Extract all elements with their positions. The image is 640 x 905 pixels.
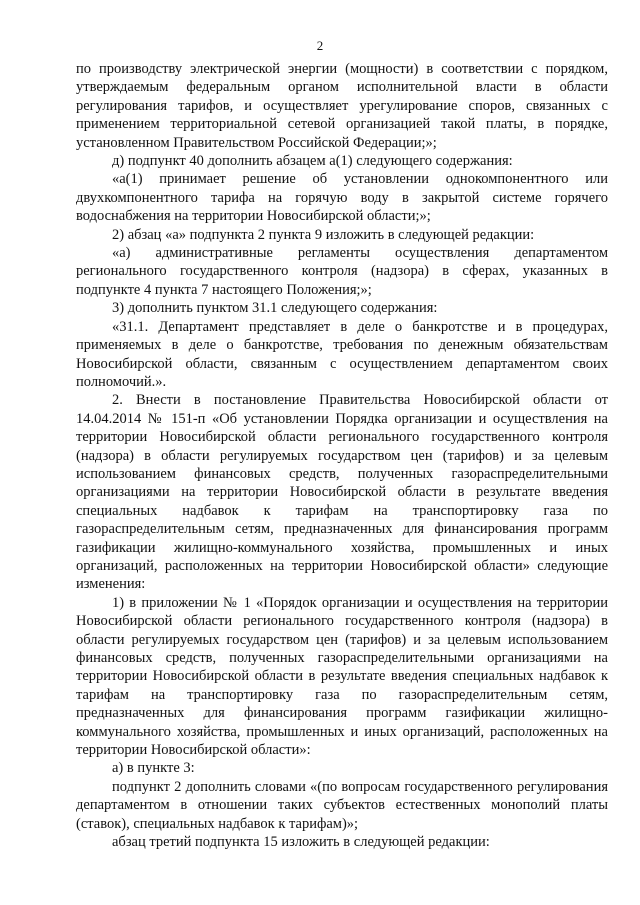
- paragraph: «а(1) принимает решение об установлении однокомпонентного или двухкомпонентного тарифа на горячую воду в закрытой системе горячего водоснабжения на территории Новосибирской области;»;: [76, 171, 608, 225]
- paragraph: абзац третий подпункта 15 изложить в следующей редакции:: [112, 834, 490, 851]
- paragraph: д) подпункт 40 дополнить абзацем а(1) следующего содержания:: [112, 153, 513, 170]
- paragraph: 2. Внести в постановление Правительства Новосибирской области от 14.04.2014 № 151-п «Об установлении Порядка организации и осуществления на территории Новосибирской области регионального государственного контроля (надзора) в области регулируемых государством цен (тарифов) и за целевым использованием финансовых средств, полученных газораспределительными организациями на территории Новосибирской области в результате введения специальных надбавок к тарифам на транспортировку газа по газораспределительным сетям, предназначенных для финансирования программ газификации жилищно-коммунального хозяйства, промышленных и иных организаций, расположенных на территории Новосибирской области» следующие изменения:: [76, 392, 608, 593]
- document-body: [76, 60, 608, 851]
- paragraph: а) в пункте 3:: [112, 760, 195, 777]
- paragraph: 1) в приложении № 1 «Порядок организации и осуществления на территории Новосибирской области регионального государственного контроля (надзора) в области регулируемых государством цен (тарифов) и за целевым использованием финансовых средств, полученных газораспределительными организациями на территории Новосибирской области в результате введения специальных надбавок к тарифам на транспортировку газа по газораспределительным сетям, предназначенных для финансирования программ газификации жилищно-коммунального хозяйства, промышленных и иных организаций, расположенных на территории Новосибирской области»:: [76, 594, 608, 759]
- paragraph: 2) абзац «а» подпункта 2 пункта 9 изложить в следующей редакции:: [112, 226, 535, 243]
- paragraph: «31.1. Департамент представляет в деле о банкротстве и в процедурах, применяемых в деле о банкротстве, требования по денежным обязательствам Новосибирской области, связанным с осуществлением департаментом своих полномочий.».: [76, 318, 608, 390]
- paragraph: подпункт 2 дополнить словами «(по вопросам государственного регулирования департаментом в отношении таких субъектов естественных монополий платы (ставок), специальных надбавок к тарифам)»;: [76, 778, 608, 832]
- paragraph: по производству электрической энергии (мощности) в соответствии с порядком, утверждаемым федеральным органом исполнительной власти в области регулирования тарифов, и осуществляет урегулирование споров, связанных с применением территориальной сетевой организацией такой платы, в порядке, установленном Правительством Российской Федерации;»;: [76, 61, 608, 151]
- page-number: 2: [316, 38, 324, 53]
- paragraph: 3) дополнить пунктом 31.1 следующего содержания:: [112, 300, 438, 317]
- paragraph: «а) административные регламенты осуществления департаментом регионального государственного контроля (надзора) в сферах, указанных в подпункте 4 пункта 7 настоящего Положения;»;: [76, 245, 608, 298]
